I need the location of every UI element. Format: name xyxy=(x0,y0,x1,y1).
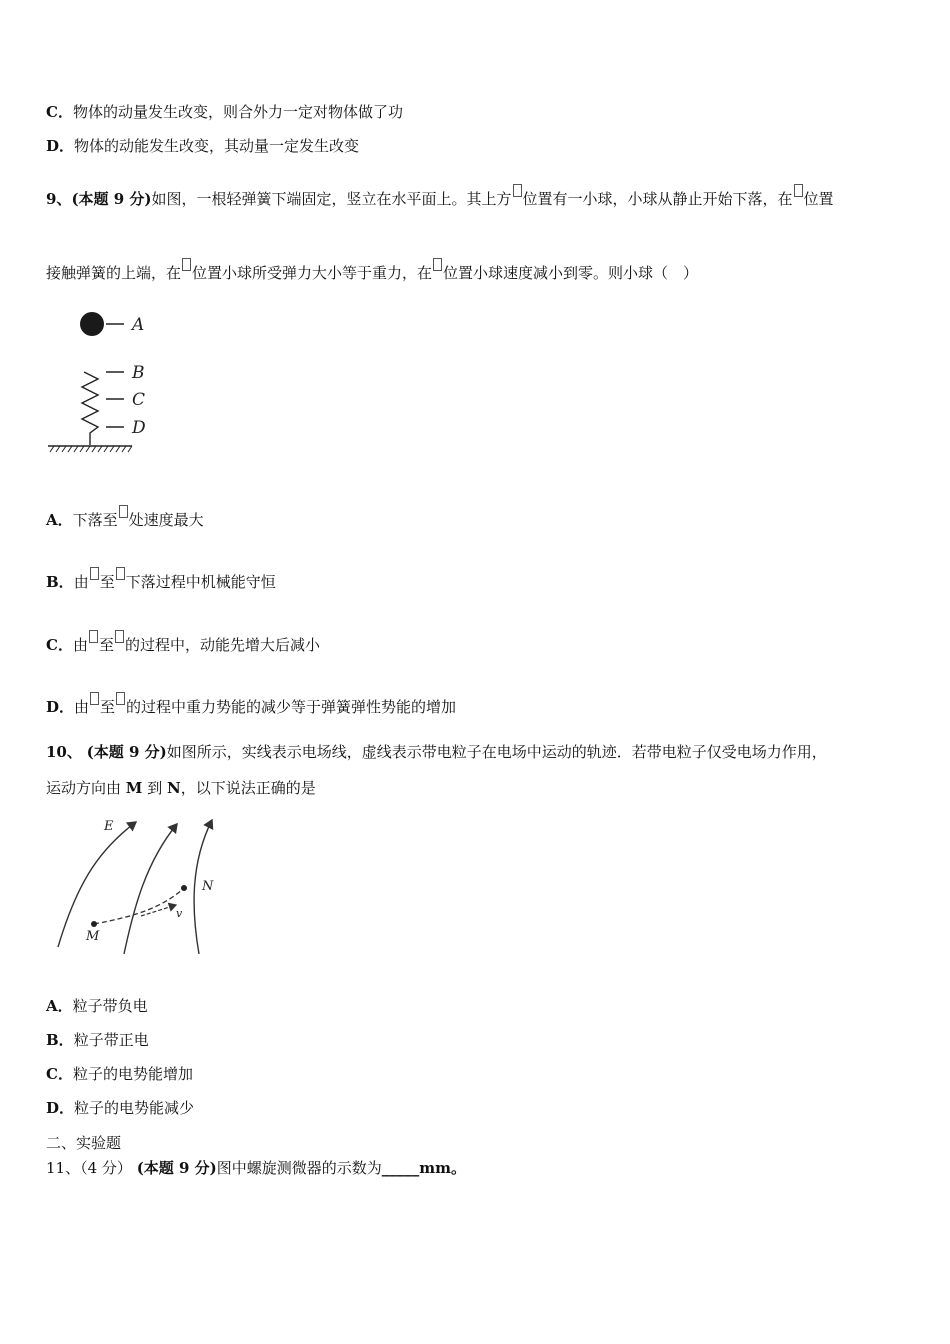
answer-blank: _____ xyxy=(381,1159,420,1177)
missing-glyph-box xyxy=(433,258,442,271)
label-m: M xyxy=(86,929,100,944)
missing-glyph-box xyxy=(116,567,125,580)
option-label: C． xyxy=(46,636,73,654)
missing-glyph-box xyxy=(794,184,803,197)
option-label: D． xyxy=(46,698,75,716)
option-label: D． xyxy=(46,137,75,155)
option-text: 物体的动量发生改变，则合外力一定对物体做了功 xyxy=(72,103,403,121)
stem-text: 如图所示，实线表示电场线，虚线表示带电粒子在电场中运动的轨迹．若带电粒子仅受电场力作用， xyxy=(166,743,827,761)
q10-option-c xyxy=(46,1064,193,1084)
option-text: 下落至 xyxy=(72,511,118,529)
section-title-text: 二、实验题 xyxy=(46,1134,122,1152)
stem-text: ，以下说法正确的是 xyxy=(180,779,316,797)
point-m xyxy=(91,921,97,927)
question-score: （4 分） xyxy=(80,1159,132,1177)
ball xyxy=(80,312,104,336)
stem-text: 位置有一小球，小球从静止开始下落，在 xyxy=(522,190,793,208)
velocity-arrow xyxy=(141,905,176,916)
stem-text: N xyxy=(166,779,181,797)
stem-text: 运动方向由 xyxy=(46,779,122,797)
option-text: 下落过程中机械能守恒 xyxy=(125,573,276,591)
question-tag: (本题 9 分) xyxy=(86,743,167,761)
q10-option-d xyxy=(46,1098,194,1118)
missing-glyph-box xyxy=(182,258,191,271)
stem-text: 到 xyxy=(147,779,163,797)
option-text: 由 xyxy=(73,573,89,591)
option-text: 的过程中重力势能的减少等于弹簧弹性势能的增加 xyxy=(126,698,457,716)
option-label: A． xyxy=(46,511,73,529)
q9-option-d xyxy=(46,692,456,717)
q8-option-d xyxy=(46,136,359,156)
option-text: 物体的动能发生改变，其动量一定发生改变 xyxy=(74,137,360,155)
spring-ball-figure xyxy=(44,305,164,460)
label-e: E xyxy=(104,819,114,834)
question-number: 9、 xyxy=(46,190,72,208)
stem-text: 图中螺旋测微器的示数为 xyxy=(216,1159,382,1177)
missing-glyph-box xyxy=(90,567,99,580)
label-a: A xyxy=(132,315,145,335)
q8-option-c xyxy=(46,102,403,122)
option-text: 粒子带负电 xyxy=(72,997,148,1015)
label-v: v xyxy=(176,907,183,920)
label-d: D xyxy=(132,418,146,438)
label-c: C xyxy=(132,390,146,410)
option-text: 至 xyxy=(99,573,115,591)
q10-stem-line-2 xyxy=(46,778,316,798)
option-text: 由 xyxy=(74,698,90,716)
q9-stem-line-2 xyxy=(46,258,698,283)
label-b: B xyxy=(132,363,145,383)
option-label: D． xyxy=(46,1099,75,1117)
point-n xyxy=(181,885,187,891)
q11-stem xyxy=(46,1158,466,1178)
missing-glyph-box xyxy=(115,630,124,643)
q10-stem-line-1 xyxy=(46,742,827,762)
option-text: 粒子的电势能减少 xyxy=(74,1099,195,1117)
option-text: 至 xyxy=(98,636,114,654)
stem-text: mm。 xyxy=(419,1159,467,1177)
option-text: 的过程中，动能先增大后减小 xyxy=(124,636,320,654)
q9-option-a xyxy=(46,505,204,530)
question-tag: (本题 9 分) xyxy=(71,190,152,208)
electric-field-figure xyxy=(46,812,231,962)
q10-option-b xyxy=(46,1030,149,1050)
question-number: 11、 xyxy=(46,1159,81,1177)
missing-glyph-box xyxy=(90,692,99,705)
option-label: C． xyxy=(46,103,73,121)
option-text: 由 xyxy=(72,636,88,654)
question-number: 10、 xyxy=(46,743,82,761)
option-text: 粒子的电势能增加 xyxy=(72,1065,193,1083)
option-label: A． xyxy=(46,997,73,1015)
section-title xyxy=(46,1133,121,1153)
q10-option-a xyxy=(46,996,148,1016)
question-tag: (本题 9 分) xyxy=(136,1159,217,1177)
option-label: C． xyxy=(46,1065,73,1083)
label-n: N xyxy=(202,879,214,894)
stem-text: 接触弹簧的上端，在 xyxy=(46,264,182,282)
stem-text: 位置小球所受弹力大小等于重力，在 xyxy=(192,264,433,282)
stem-text: 如图，一根轻弹簧下端固定，竖立在水平面上。其上方 xyxy=(151,190,512,208)
spring xyxy=(82,372,98,445)
stem-text: 位置小球速度减小到零。则小球（ ） xyxy=(443,264,699,282)
q9-option-c xyxy=(46,630,320,655)
option-text: 处速度最大 xyxy=(128,511,204,529)
particle-trajectory xyxy=(94,888,184,924)
missing-glyph-box xyxy=(119,505,128,518)
option-text: 粒子带正电 xyxy=(73,1031,149,1049)
field-line-2 xyxy=(124,824,177,954)
stem-text: 位置 xyxy=(803,190,834,208)
q9-stem-line-1 xyxy=(46,184,834,209)
ground-hatching xyxy=(50,446,132,452)
missing-glyph-box xyxy=(116,692,125,705)
missing-glyph-box xyxy=(89,630,98,643)
q9-option-b xyxy=(46,567,276,592)
option-label: B． xyxy=(46,573,74,591)
option-text: 至 xyxy=(100,698,116,716)
option-label: B． xyxy=(46,1031,74,1049)
stem-text: M xyxy=(125,779,143,797)
missing-glyph-box xyxy=(513,184,522,197)
